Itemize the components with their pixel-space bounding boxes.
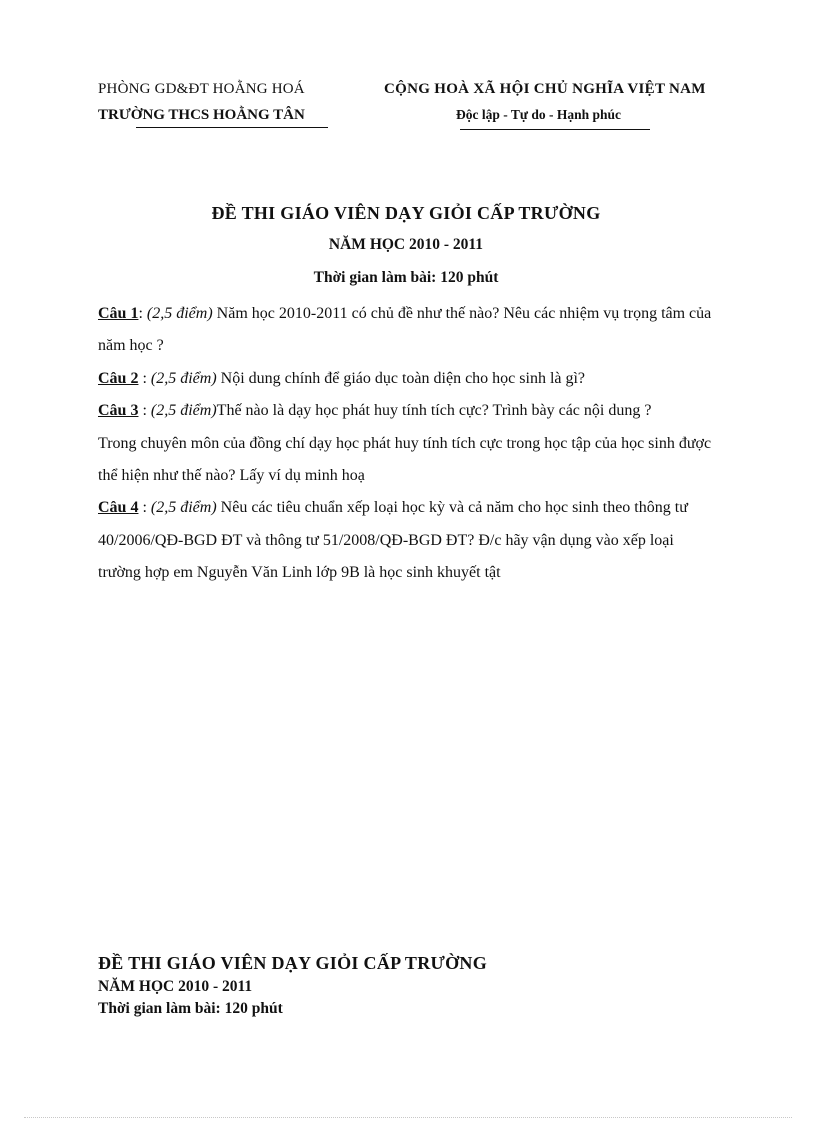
- question-separator: :: [138, 369, 151, 387]
- question-points: (2,5 điểm): [150, 402, 217, 420]
- question-3-extra: Trong chuyên môn của đồng chí dạy học phát huy tính tích cực trong học tập của học sinh được thể hiện như thế nào? Lấy ví dụ minh hoạ: [98, 434, 712, 485]
- header-right-underline: [460, 129, 650, 130]
- question-1: [98, 298, 718, 363]
- footer-time-limit: Thời gian làm bài: 120 phút: [98, 1000, 283, 1017]
- question-separator: :: [138, 402, 151, 420]
- question-points: (2,5 điểm): [146, 305, 213, 322]
- question-4: [98, 492, 718, 589]
- department-name: PHÒNG GD&ĐT HOẰNG HOÁ: [98, 81, 305, 97]
- school-name: TRƯỜNG THCS HOẰNG TÂN: [98, 107, 305, 123]
- exam-title-block: [98, 198, 714, 294]
- question-label: Câu 2: [98, 369, 139, 387]
- header-right: [384, 76, 734, 128]
- header-left: [98, 76, 338, 128]
- footer-exam-title: ĐỀ THI GIÁO VIÊN DẠY GIỎI CẤP TRƯỜNG: [98, 953, 488, 973]
- question-text: Năm học 2010-2011 có chủ đề như thế nào? Nêu các nhiệm vụ trọng tâm của năm học ?: [98, 305, 712, 355]
- time-limit: Thời gian làm bài: 120 phút: [313, 269, 499, 286]
- question-3: [98, 395, 718, 427]
- question-text: Nội dung chính để giáo dục toàn diện cho học sinh là gì?: [216, 369, 586, 387]
- questions-body: [98, 298, 718, 590]
- question-separator: :: [138, 305, 147, 322]
- question-2: [98, 363, 718, 395]
- footer-school-year: NĂM HỌC 2010 - 2011: [98, 978, 253, 995]
- national-title: CỘNG HOÀ XÃ HỘI CHỦ NGHĨA VIỆT NAM: [384, 81, 706, 97]
- question-text: Nêu các tiêu chuẩn xếp loại học kỳ và cả năm cho học sinh theo thông tư 40/2006/QĐ-BGD ĐT và thông tư 51/2008/QĐ-BGD ĐT? Đ/c hãy vận dụng vào xếp loại trường hợp em Nguyễn Văn Linh lớp 9B là học sinh khuyết tật: [98, 499, 688, 582]
- national-motto: Độc lập - Tự do - Hạnh phúc: [456, 107, 622, 122]
- question-points: (2,5 điểm): [150, 499, 217, 517]
- question-label: Câu 1: [98, 305, 139, 322]
- question-label: Câu 3: [98, 402, 139, 420]
- question-points: (2,5 điểm): [150, 369, 217, 387]
- school-year: NĂM HỌC 2010 - 2011: [328, 236, 484, 253]
- exam-title: ĐỀ THI GIÁO VIÊN DẠY GIỎI CẤP TRƯỜNG: [211, 203, 601, 223]
- page-bottom-divider: [24, 1117, 792, 1118]
- footer-title-block: [98, 950, 718, 1020]
- question-separator: :: [138, 499, 151, 517]
- header-left-underline: [136, 127, 328, 128]
- question-text: Thế nào là dạy học phát huy tính tích cực? Trình bày các nội dung ?: [216, 402, 652, 420]
- question-label: Câu 4: [98, 499, 139, 517]
